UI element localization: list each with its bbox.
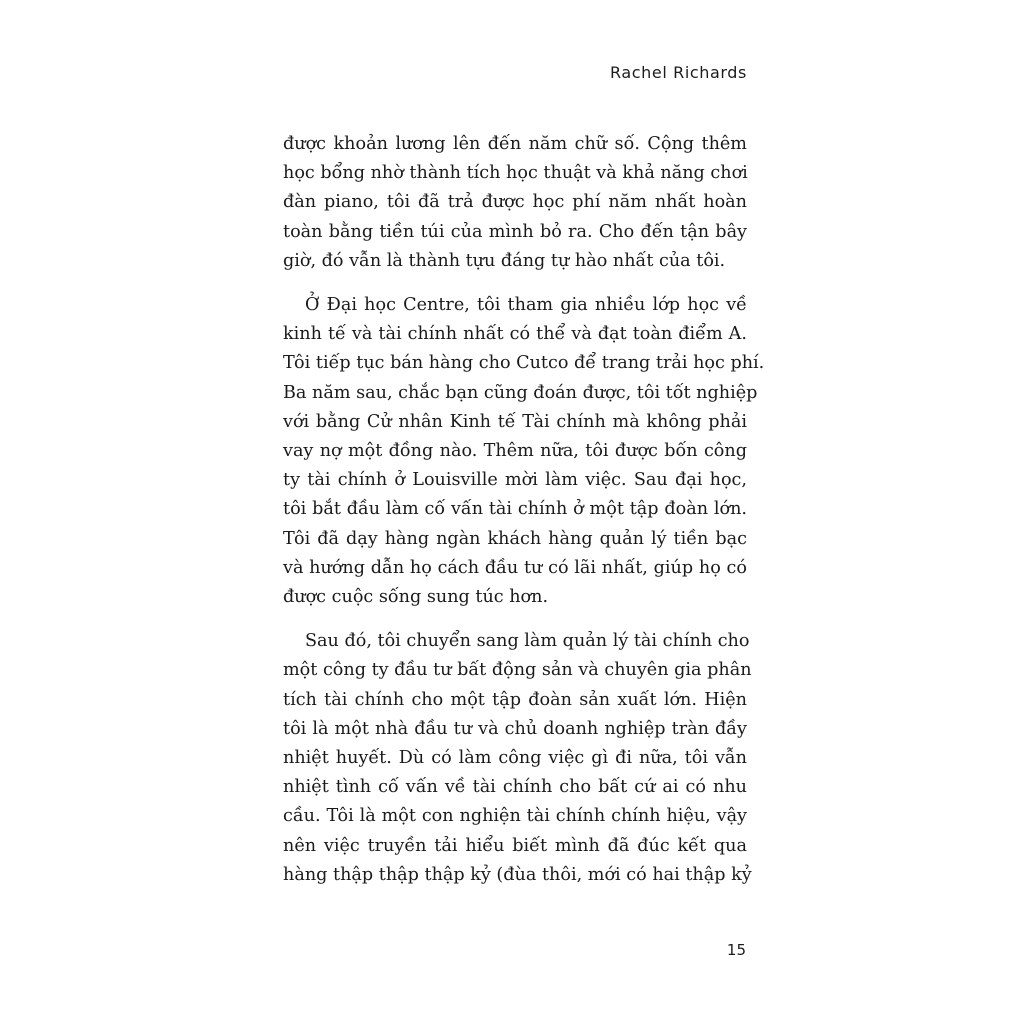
body-text (283, 130, 765, 905)
text-line: tích tài chính cho một tập đoàn sản xuất lớn. Hiện (283, 689, 747, 710)
text-line: được cuộc sống sung túc hơn. (283, 587, 549, 608)
text-line: Ba năm sau, chắc bạn cũng đoán được, tôi tốt nghiệp (283, 382, 758, 403)
text-line: và hướng dẫn họ cách đầu tư có lãi nhất, giúp họ có (283, 557, 747, 578)
text-line: vay nợ một đồng nào. Thêm nữa, tôi được bốn công (283, 441, 747, 462)
text-line: kinh tế và tài chính nhất có thể và đạt toàn điểm A. (283, 324, 747, 345)
text-line: với bằng Cử nhân Kinh tế Tài chính mà không phải (283, 411, 747, 432)
text-line: học bổng nhờ thành tích học thuật và khả năng chơi (283, 163, 748, 184)
text-line: một công ty đầu tư bất động sản và chuyên gia phân (283, 660, 752, 681)
paragraph-3 (283, 627, 752, 890)
text-line: nhiệt huyết. Dù có làm công việc gì đi nữa, tôi vẫn (283, 748, 747, 769)
text-line: toàn bằng tiền túi của mình bỏ ra. Cho đến tận bây (283, 221, 747, 242)
text-line: nên việc truyền tải hiểu biết mình đã đúc kết qua (283, 835, 747, 856)
paragraph-2 (283, 291, 765, 612)
page-number: 15 (726, 941, 746, 959)
text-line: hàng thập thập thập kỷ (đùa thôi, mới có hai thập kỷ (283, 864, 752, 885)
text-line: Ở Đại học Centre, tôi tham gia nhiều lớp học về (305, 295, 747, 316)
text-line: Tôi đã dạy hàng ngàn khách hàng quản lý tiền bạc (283, 528, 747, 549)
text-line: tôi là một nhà đầu tư và chủ doanh nghiệp tràn đầy (283, 718, 747, 739)
text-line: ty tài chính ở Louisville mời làm việc. Sau đại học, (283, 470, 747, 491)
text-line: cầu. Tôi là một con nghiện tài chính chính hiệu, vậy (283, 806, 747, 827)
text-line: được khoản lương lên đến năm chữ số. Cộng thêm (283, 134, 747, 154)
paragraph-1 (283, 130, 747, 276)
text-line: Sau đó, tôi chuyển sang làm quản lý tài chính cho (305, 631, 750, 652)
text-line: đàn piano, tôi đã trả được học phí năm nhất hoàn (283, 192, 747, 213)
text-line: tôi bắt đầu làm cố vấn tài chính ở một tập đoàn lớn. (283, 499, 747, 520)
text-line: giờ, đó vẫn là thành tựu đáng tự hào nhất của tôi. (283, 250, 726, 271)
running-header-author: Rachel Richards (610, 63, 747, 82)
text-line: nhiệt tình cố vấn về tài chính cho bất cứ ai có nhu (283, 777, 747, 798)
text-line: Tôi tiếp tục bán hàng cho Cutco để trang trải học phí. (283, 353, 765, 374)
